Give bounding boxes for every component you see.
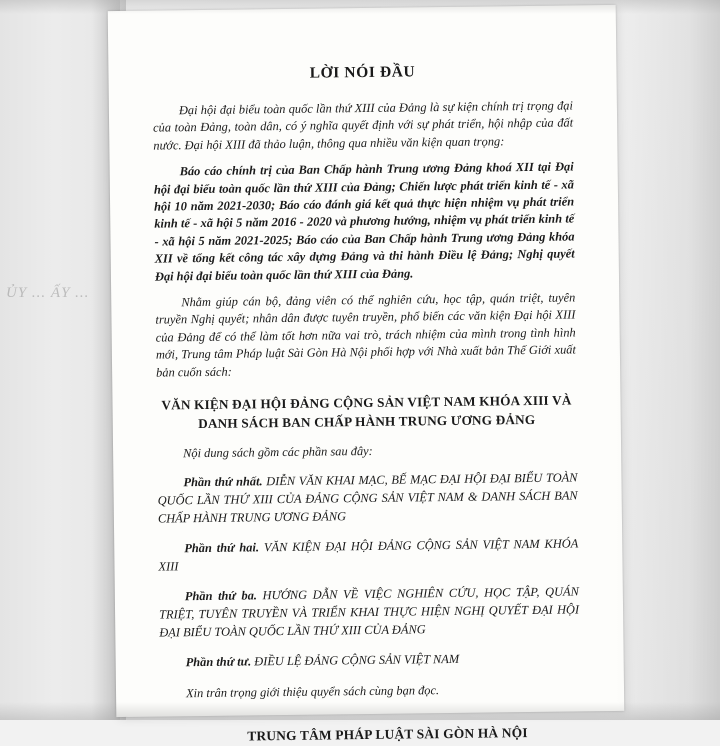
contents-part-1 — [157, 468, 578, 528]
intro-paragraph-3: Nhằm giúp cán bộ, đảng viên có thể nghiên cứu, học tập, quán triệt, tuyên truyền Nghị quyết; nhân dân được tuyên truyền, phổ biến các văn kiện Đại hội XIII của Đảng để có thể làm tốt hơn nữa vai trò, trách nhiệm của mình trong tình hình mới, Trung tâm Pháp luật Sài Gòn Hà Nội phối hợp với Nhà xuất bản Thế Giới xuất bản cuốn sách: — [155, 290, 576, 380]
contents-part-3 — [159, 582, 580, 642]
publisher-signature: TRUNG TÂM PHÁP LUẬT SÀI GÒN HÀ NỘI — [247, 724, 528, 744]
page-title: LỜI NÓI ĐẦU — [309, 63, 416, 82]
contents-part-2-text: VĂN KIỆN ĐẠI HỘI ĐẢNG CỘNG SẢN VIỆT NAM KHÓA XIII — [158, 536, 579, 574]
intro-paragraph-1: Đại hội đại biểu toàn quốc lần thứ XIII của Đảng là sự kiện chính trị trọng đại của toàn Đảng, toàn dân, có ý nghĩa quyết định với sự phát triển, hội nhập của đất nước. Đại hội XIII đã thảo luận, thông qua nhiều văn kiện quan trọng: — [153, 98, 574, 153]
contents-part-2 — [158, 534, 578, 576]
book-page — [108, 5, 625, 744]
contents-part-4-label: Phần thứ tư. — [185, 654, 252, 669]
book-title: VĂN KIỆN ĐẠI HỘI ĐẢNG CỘNG SẢN VIỆT NAM KHÓA XIII VÀ DANH SÁCH BAN CHẤP HÀNH TRUNG ƯƠNG ĐẢNG — [161, 392, 572, 432]
page-content — [152, 61, 580, 745]
page-right-edge-shadow — [616, 0, 720, 720]
contents-part-4 — [160, 648, 580, 672]
photo-top-vignette — [0, 0, 720, 14]
contents-lead-in: Nội dung sách gồm các phần sau đây: — [183, 444, 373, 461]
contents-part-2-label: Phần thứ hai. — [184, 540, 260, 555]
intro-paragraph-2: Báo cáo chính trị của Ban Chấp hành Trung ương Đảng khoá XII tại Đại hội đại biểu toàn quốc lần thứ XIII của Đảng; Chiến lược phát triển kinh tế - xã hội 10 năm 2021-2030; Báo cáo đánh giá kết quả thực hiện nhiệm vụ phát triển kinh tế - xã hội 5 năm 2016 - 2020 và phương hướng, nhiệm vụ phát triển kinh tế - xã hội 5 năm 2021-2025; Báo cáo của Ban Chấp hành Trung ương Đảng khóa XII về tổng kết công tác xây dựng Đảng và thi hành Điều lệ Đảng; Nghị quyết Đại hội đại biểu toàn quốc lần thứ XIII của Đảng. — [153, 159, 575, 284]
photo-bottom-vignette — [0, 702, 720, 720]
closing-line: Xin trân trọng giới thiệu quyển sách cùng bạn đọc. — [185, 683, 440, 701]
contents-part-1-text: DIỄN VĂN KHAI MẠC, BẾ MẠC ĐẠI HỘI ĐẠI BIỂU TOÀN QUỐC LẦN THỨ XIII CỦA ĐẢNG CỘNG SẢN VIỆT NAM & DANH SÁCH BAN CHẤP HÀNH TRUNG ƯƠNG ĐẢNG — [157, 469, 578, 526]
contents-part-3-text: HƯỚNG DẪN VỀ VIỆC NGHIÊN CỨU, HỌC TẬP, QUÁN TRIỆT, TUYÊN TRUYỀN VÀ TRIỂN KHAI THỰC HIỆN NGHỊ QUYẾT ĐẠI HỘI ĐẠI BIỂU TOÀN QUỐC LẦN THỨ XIII CỦA ĐẢNG — [158, 583, 580, 640]
contents-part-4-text: ĐIỀU LỆ ĐẢNG CỘNG SẢN VIỆT NAM — [254, 651, 460, 669]
facing-page-ghost-text: ỦY ... ẤY ... — [6, 285, 90, 301]
contents-part-1-label: Phần thứ nhất. — [183, 473, 263, 489]
contents-part-3-label: Phần thứ ba. — [184, 587, 258, 603]
